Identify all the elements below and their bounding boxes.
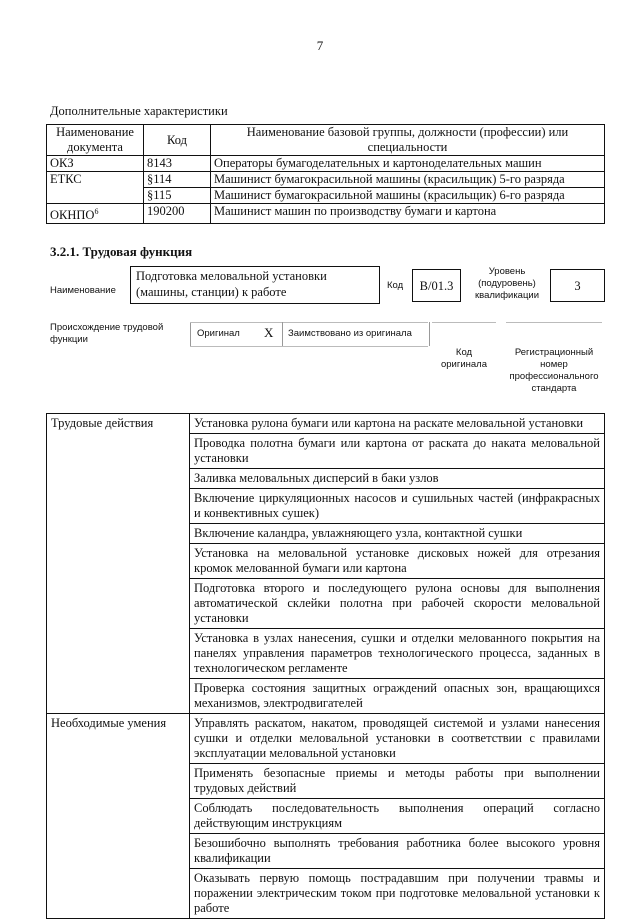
origin-box-top-line bbox=[190, 322, 428, 323]
name-cell: Операторы бумагоделательных и картоноделательных машин bbox=[211, 156, 605, 172]
list-item: Применять безопасные приемы и методы работы при выполнении трудовых действий bbox=[190, 764, 605, 799]
original-code-line bbox=[432, 322, 496, 323]
list-item: Заливка меловальных дисперсий в баки узлов bbox=[190, 469, 605, 489]
header-code: Код bbox=[144, 125, 211, 156]
list-item: Включение каландра, увлажняющего узла, контактной сушки bbox=[190, 524, 605, 544]
list-item: Проводка полотна бумаги или картона от раската до наката меловальной установки bbox=[190, 434, 605, 469]
code-cell: §115 bbox=[144, 188, 211, 204]
registration-number-label: Регистрационный номер профессионального стандарта bbox=[509, 347, 599, 394]
doc-cell: ЕТКС bbox=[47, 172, 144, 204]
table-header-row bbox=[47, 125, 605, 156]
function-name-box: Подготовка меловальной установки (машины, станции) к работе bbox=[130, 266, 380, 304]
name-cell: Машинист машин по производству бумаги и картона bbox=[211, 204, 605, 224]
header-base-group: Наименование базовой группы, должности (профессии) или специальности bbox=[211, 125, 605, 156]
list-item: Установка рулона бумаги или картона на раскате меловальной установки bbox=[190, 414, 605, 434]
labor-function-title: 3.2.1. Трудовая функция bbox=[50, 244, 193, 259]
list-item: Безошибочно выполнять требования работника более высокого уровня квалификации bbox=[190, 834, 605, 869]
list-item: Установка в узлах нанесения, сушки и отделки мелованного покрытия на панелях управления параметров технологического процесса, заданных в технологическом регламенте bbox=[190, 629, 605, 679]
original-mark: X bbox=[264, 325, 274, 340]
additional-characteristics-title: Дополнительные характеристики bbox=[50, 104, 228, 118]
doc-cell bbox=[47, 204, 144, 224]
category-cell: Необходимые умения bbox=[47, 714, 190, 919]
list-item: Установка на меловальной установке дисковых ножей для отрезания кромок мелованной бумаги или картона bbox=[190, 544, 605, 579]
code-cell: 190200 bbox=[144, 204, 211, 224]
doc-cell: ОКЗ bbox=[47, 156, 144, 172]
table-row bbox=[47, 204, 605, 224]
origin-box-bottom-line bbox=[190, 346, 428, 347]
function-code-box: B/01.3 bbox=[412, 269, 461, 302]
name-cell: Машинист бумагокрасильной машины (красильщик) 5-го разряда bbox=[211, 172, 605, 188]
table-row bbox=[47, 714, 605, 764]
list-item: Соблюдать последовательность выполнения операций согласно действующим инструкциям bbox=[190, 799, 605, 834]
reg-number-line bbox=[506, 322, 602, 323]
list-item: Подготовка второго и последующего рулона основы для выполнения автоматической склейки полотна при рабочей скорости меловальной установки bbox=[190, 579, 605, 629]
origin-label: Происхождение трудовой функции bbox=[50, 322, 164, 345]
list-item: Проверка состояния защитных ограждений опасных зон, вращающихся механизмов, электродвигателей bbox=[190, 679, 605, 714]
table-row bbox=[47, 172, 605, 188]
list-item: Оказывать первую помощь пострадавшим при получении травмы и поражении электрическим током при подготовке меловальной установки к работе bbox=[190, 869, 605, 919]
name-label: Наименование bbox=[50, 285, 116, 296]
table-row bbox=[47, 414, 605, 434]
code-cell: §114 bbox=[144, 172, 211, 188]
origin-separator bbox=[282, 322, 283, 346]
list-item: Включение циркуляционных насосов и сушильных частей (инфракрасных и конвективных сушек) bbox=[190, 489, 605, 524]
borrowed-label: Заимствовано из оригинала bbox=[288, 328, 412, 339]
original-label: Оригинал bbox=[197, 328, 240, 339]
header-doc-name: Наименование документа bbox=[47, 125, 144, 156]
category-cell: Трудовые действия bbox=[47, 414, 190, 714]
doc-name: ОКНПО bbox=[50, 208, 95, 223]
original-code-label: Код оригинала bbox=[440, 347, 487, 370]
additional-characteristics-table bbox=[46, 124, 605, 224]
name-cell: Машинист бумагокрасильной машины (красильщик) 6-го разряда bbox=[211, 188, 605, 204]
qualification-level-label: Уровень (подуровень) квалификации bbox=[474, 266, 540, 301]
qualification-level-box: 3 bbox=[550, 269, 605, 302]
page-number: 7 bbox=[316, 38, 324, 53]
labor-function-table bbox=[46, 413, 605, 919]
code-cell: 8143 bbox=[144, 156, 211, 172]
table-row bbox=[47, 156, 605, 172]
list-item: Управлять раскатом, накатом, проводящей системой и узлами нанесения сушки и отделки меловальной установки в соответствии с правилами эксплуатации меловальной установки bbox=[190, 714, 605, 764]
footnote-mark: 6 bbox=[94, 207, 99, 216]
code-label: Код bbox=[387, 280, 404, 291]
